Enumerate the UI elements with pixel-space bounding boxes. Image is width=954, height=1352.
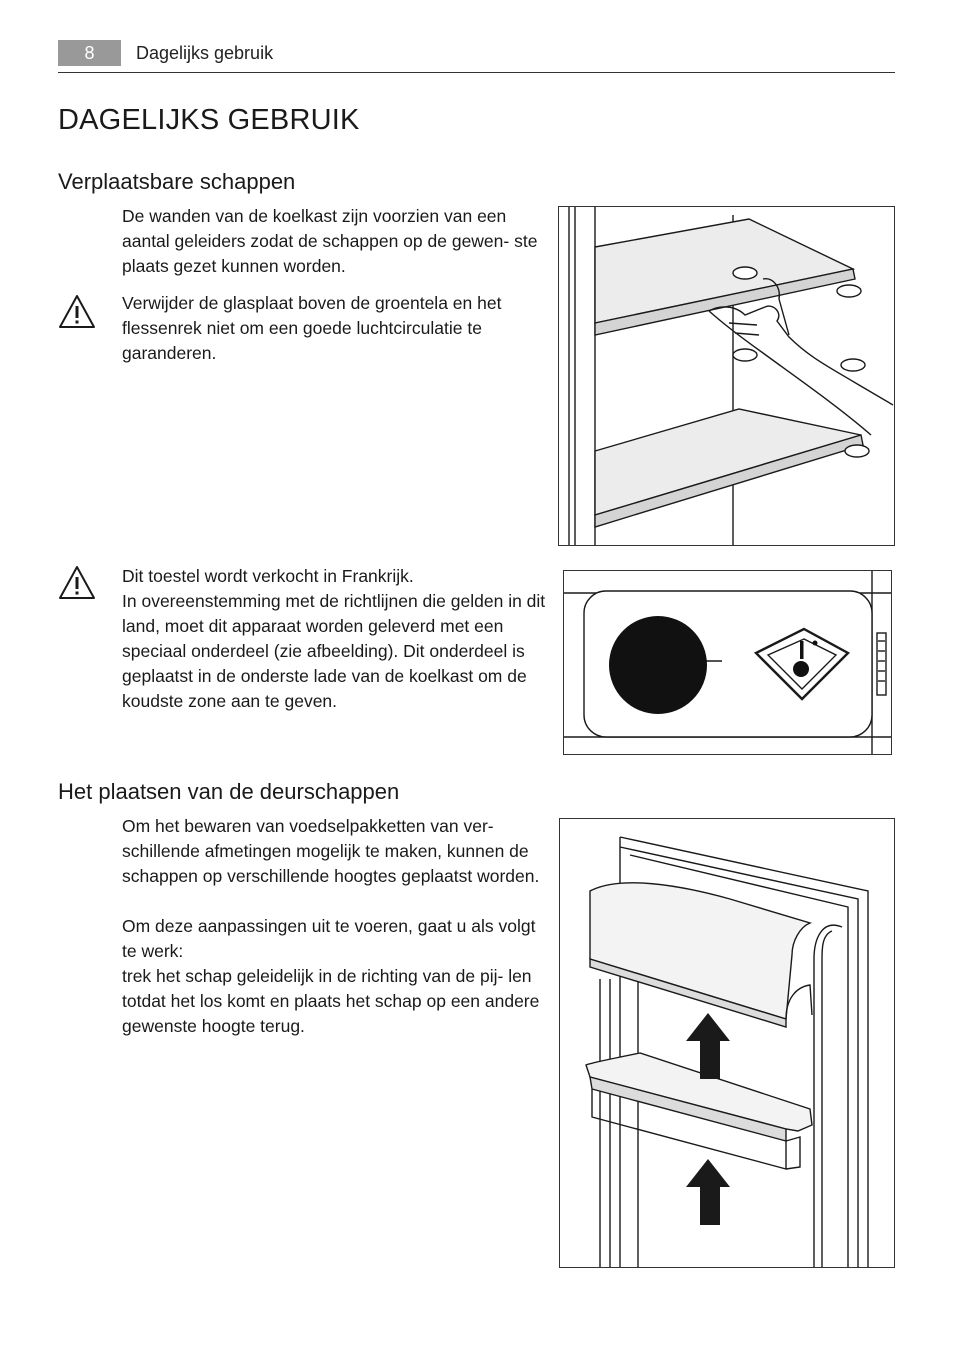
door-shelves-paragraph-3: trek het schap geleidelijk in de richting van de pij- len totdat het los komt en plaats het schap op een andere gewenste hoogte terug. (122, 966, 540, 1036)
france-warning-line-2: In overeenstemming met de richtlijnen die gelden in dit land, moet dit apparaat worden geleverd met een speciaal onderdeel (zie afbeelding). Dit onderdeel is geplaatst in de onderste lade van de koelkast om de koudste zone aan te geven. (122, 591, 546, 711)
shelves-paragraph: De wanden van de koelkast zijn voorzien van een aantal geleiders zodat de schappen op de gewen- ste plaats gezet kunnen worden. (122, 206, 538, 276)
chapter-title: DAGELIJKS GEBRUIK (58, 104, 360, 136)
door-shelves-illustration (559, 818, 895, 1268)
door-shelves-paragraph-2: Om deze aanpassingen uit te voeren, gaat u als volgt te werk: (122, 916, 536, 961)
shelves-warning-text: Verwijder de glasplaat boven de groentela en het flessenrek niet om een goede luchtcirculatie te garanderen. (122, 293, 502, 363)
door-shelves-paragraph-1: Om het bewaren van voedselpakketten van ver- schillende afmetingen mogelijk te maken, kunnen de schappen op verschillende hoogtes geplaatst worden. (122, 816, 540, 886)
section-heading-shelves: Verplaatsbare schappen (58, 169, 296, 194)
indicator-disc (609, 616, 707, 714)
section-heading-door-shelves: Het plaatsen van de deurschappen (58, 779, 400, 804)
france-warning-text (122, 564, 547, 714)
warning-triangle-icon (58, 565, 96, 601)
running-header (58, 40, 895, 73)
shelves-illustration (558, 206, 895, 546)
temperature-indicator-illustration (563, 570, 892, 755)
france-warning-line-1: Dit toestel wordt verkocht in Frankrijk. (122, 566, 414, 586)
running-title: Dagelijks gebruik (136, 43, 274, 63)
warning-triangle-icon (58, 294, 96, 330)
page-number: 8 (58, 40, 121, 66)
